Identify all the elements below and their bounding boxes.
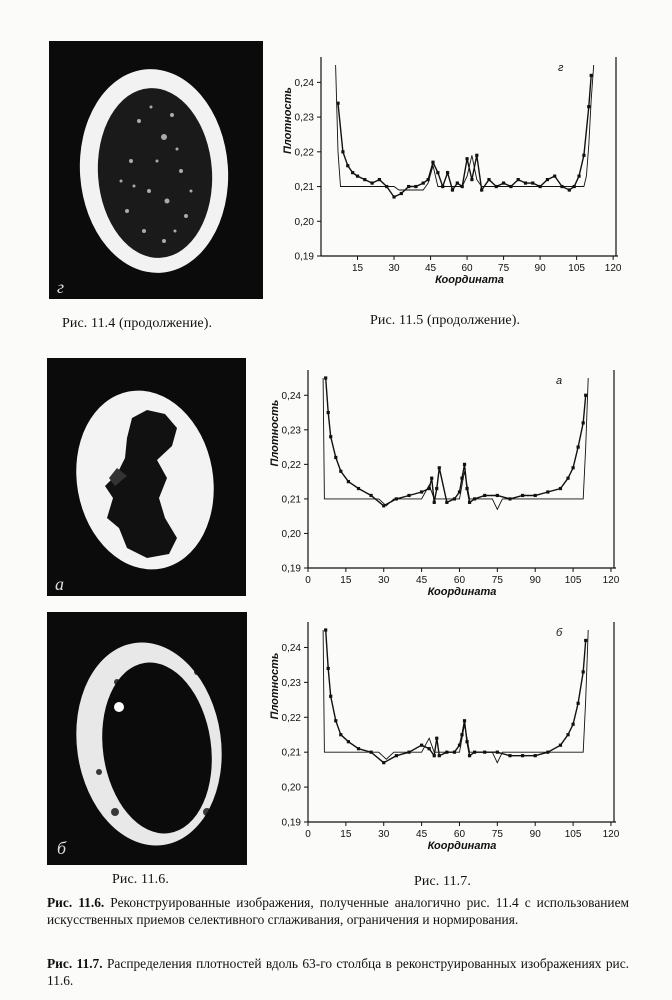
- series-point: [451, 188, 454, 191]
- panel-letter: б: [556, 627, 563, 639]
- series-point: [468, 754, 471, 757]
- x-tick-label: 120: [602, 575, 620, 586]
- series-point: [435, 737, 438, 740]
- series-point: [587, 105, 590, 108]
- y-tick-label: 0,22: [281, 459, 301, 471]
- series-point: [436, 171, 439, 174]
- x-tick-label: 45: [416, 829, 428, 840]
- series-point: [339, 470, 342, 473]
- series-point: [582, 154, 585, 157]
- series-point: [357, 487, 360, 490]
- series-point: [327, 667, 330, 670]
- series-point: [465, 157, 468, 160]
- x-tick-label: 15: [340, 829, 352, 840]
- y-tick-label: 0,19: [281, 817, 301, 829]
- y-tick-label: 0,22: [281, 712, 301, 724]
- series-point: [407, 494, 410, 497]
- series-point: [392, 195, 395, 198]
- series-point: [468, 501, 471, 504]
- series-point: [430, 477, 433, 480]
- series-point: [496, 751, 499, 754]
- series-point: [356, 175, 359, 178]
- series-point: [334, 719, 337, 722]
- series-point: [577, 175, 580, 178]
- series-point: [590, 74, 593, 77]
- y-axis-label: Плотность: [269, 652, 281, 720]
- x-tick-label: 15: [351, 263, 364, 274]
- x-tick-label: 90: [534, 263, 546, 274]
- y-tick-label: 0,23: [294, 112, 314, 124]
- series-point: [339, 733, 342, 736]
- series-point: [508, 754, 511, 757]
- series-point: [395, 754, 398, 757]
- tomogram-image-11-6-a: [47, 358, 246, 596]
- chart-fig-11-7-b: [262, 612, 632, 868]
- x-tick-label: 30: [378, 575, 390, 586]
- x-tick-label: 45: [416, 575, 428, 586]
- series-point: [433, 501, 436, 504]
- series-point: [584, 639, 587, 642]
- series-point: [370, 494, 373, 497]
- series-point: [431, 161, 434, 164]
- series-point: [329, 435, 332, 438]
- series-point: [546, 178, 549, 181]
- x-axis-label: Координата: [427, 840, 497, 852]
- series-point: [438, 754, 441, 757]
- series-point: [463, 463, 466, 466]
- panel-letter: а: [556, 375, 563, 387]
- y-tick-label: 0,23: [281, 425, 301, 437]
- x-tick-label: 0: [305, 829, 311, 840]
- series-point: [407, 185, 410, 188]
- series-point: [456, 181, 459, 184]
- series-point: [483, 494, 486, 497]
- series-point: [559, 487, 562, 490]
- y-tick-label: 0,21: [294, 182, 314, 194]
- long-caption-fig-11-6-text: Реконструированные изображения, полученные аналогично рис. 11.4 с использованием искусственных приемов селективного сглаживания, ограничения и нормирования.: [47, 895, 630, 927]
- tomogram-11-6-b-drawing: [47, 612, 247, 865]
- series-point: [553, 175, 556, 178]
- series-point: [582, 421, 585, 424]
- tomogram-image-11-6-b: [47, 612, 247, 865]
- series-point: [357, 747, 360, 750]
- long-caption-fig-11-7-label: Рис. 11.7.: [47, 956, 103, 971]
- x-tick-label: 30: [378, 829, 390, 840]
- x-axis-label: Координата: [427, 586, 497, 598]
- x-tick-label: 75: [498, 263, 510, 274]
- x-tick-label: 90: [529, 829, 541, 840]
- y-axis-label: Плотность: [269, 399, 281, 467]
- series-point: [324, 376, 327, 379]
- tomogram-11-4-g-drawing: [49, 41, 263, 299]
- series-point: [363, 178, 366, 181]
- series-point: [446, 171, 449, 174]
- series-point: [534, 754, 537, 757]
- y-tick-label: 0,24: [281, 642, 301, 654]
- series-point: [420, 490, 423, 493]
- series-point: [521, 494, 524, 497]
- series-point: [546, 490, 549, 493]
- series-point: [582, 670, 585, 673]
- series-line-reconstructed: [338, 75, 591, 197]
- series-point: [566, 733, 569, 736]
- series-point: [351, 171, 354, 174]
- series-point: [347, 480, 350, 483]
- series-point: [414, 185, 417, 188]
- series-point: [566, 477, 569, 480]
- series-point: [559, 744, 562, 747]
- tomogram-image-11-4-g: [49, 41, 263, 299]
- caption-fig-11-5: Рис. 11.5 (продолжение).: [370, 313, 521, 328]
- series-point: [445, 501, 448, 504]
- series-point: [534, 494, 537, 497]
- series-line-reconstructed: [326, 378, 586, 506]
- chart-fig-11-7-a: [264, 358, 632, 602]
- series-point: [577, 702, 580, 705]
- series-point: [480, 188, 483, 191]
- series-point: [435, 487, 438, 490]
- chart-fig-11-5-g: [268, 38, 628, 300]
- long-caption-fig-11-7: [47, 955, 629, 989]
- series-point: [571, 723, 574, 726]
- series-line-reconstructed: [326, 630, 586, 763]
- series-point: [475, 154, 478, 157]
- x-tick-label: 15: [340, 575, 352, 586]
- series-line-original: [323, 630, 588, 763]
- x-tick-label: 120: [602, 829, 620, 840]
- x-tick-label: 105: [564, 829, 582, 840]
- series-point: [577, 445, 580, 448]
- x-tick-label: 60: [453, 829, 466, 840]
- series-point: [531, 181, 534, 184]
- series-point: [327, 411, 330, 414]
- long-caption-fig-11-6-label: Рис. 11.6.: [47, 895, 105, 910]
- series-point: [346, 164, 349, 167]
- series-point: [428, 747, 431, 750]
- panel-letter-11-6-a: а: [55, 574, 64, 594]
- y-tick-label: 0,23: [281, 677, 301, 689]
- panel-letter-11-6-b: б: [57, 838, 67, 858]
- series-point: [334, 456, 337, 459]
- x-tick-label: 45: [424, 263, 437, 274]
- y-tick-label: 0,22: [294, 147, 314, 159]
- x-tick-label: 75: [491, 829, 503, 840]
- series-point: [400, 192, 403, 195]
- x-tick-label: 105: [568, 263, 585, 274]
- x-tick-label: 75: [491, 575, 503, 586]
- series-point: [347, 740, 350, 743]
- series-point: [524, 181, 527, 184]
- x-tick-label: 90: [529, 575, 541, 586]
- series-point: [420, 744, 423, 747]
- series-point: [371, 181, 374, 184]
- y-tick-label: 0,21: [281, 494, 301, 506]
- series-point: [470, 178, 473, 181]
- y-tick-label: 0,20: [294, 216, 314, 228]
- x-tick-label: 30: [388, 263, 400, 274]
- tomogram-11-6-a-drawing: [47, 358, 246, 596]
- series-point: [378, 178, 381, 181]
- caption-fig-11-6: Рис. 11.6.: [112, 872, 169, 887]
- series-point: [487, 178, 490, 181]
- series-point: [422, 181, 425, 184]
- y-tick-label: 0,19: [294, 251, 314, 263]
- series-point: [329, 695, 332, 698]
- series-point: [502, 181, 505, 184]
- series-point: [324, 628, 327, 631]
- y-tick-label: 0,19: [281, 563, 301, 575]
- series-point: [382, 761, 385, 764]
- series-point: [568, 188, 571, 191]
- x-tick-label: 105: [564, 575, 582, 586]
- x-tick-label: 120: [604, 263, 622, 274]
- y-axis-label: Плотность: [282, 87, 294, 154]
- series-point: [496, 494, 499, 497]
- y-tick-label: 0,21: [281, 747, 301, 759]
- series-point: [341, 150, 344, 153]
- x-tick-label: 0: [305, 575, 311, 586]
- series-point: [571, 466, 574, 469]
- y-tick-label: 0,24: [294, 77, 314, 89]
- y-tick-label: 0,20: [281, 528, 301, 540]
- series-point: [517, 178, 520, 181]
- panel-letter: г: [558, 62, 564, 74]
- series-line-original: [323, 378, 588, 509]
- series-point: [584, 394, 587, 397]
- caption-fig-11-7: Рис. 11.7.: [414, 874, 471, 889]
- series-point: [463, 719, 466, 722]
- long-caption-fig-11-6: [47, 894, 629, 928]
- y-tick-label: 0,24: [281, 390, 301, 402]
- x-tick-label: 60: [453, 575, 466, 586]
- series-point: [433, 754, 436, 757]
- x-tick-label: 60: [461, 263, 473, 274]
- x-axis-label: Координата: [435, 274, 504, 286]
- series-point: [438, 466, 441, 469]
- series-point: [521, 754, 524, 757]
- caption-fig-11-4: Рис. 11.4 (продолжение).: [62, 316, 213, 331]
- panel-letter-11-4: г: [57, 277, 65, 297]
- long-caption-fig-11-7-text: Распределения плотностей вдоль 63-го столбца в реконструированных изображениях рис. 11.6.: [47, 956, 629, 988]
- y-tick-label: 0,20: [281, 782, 301, 794]
